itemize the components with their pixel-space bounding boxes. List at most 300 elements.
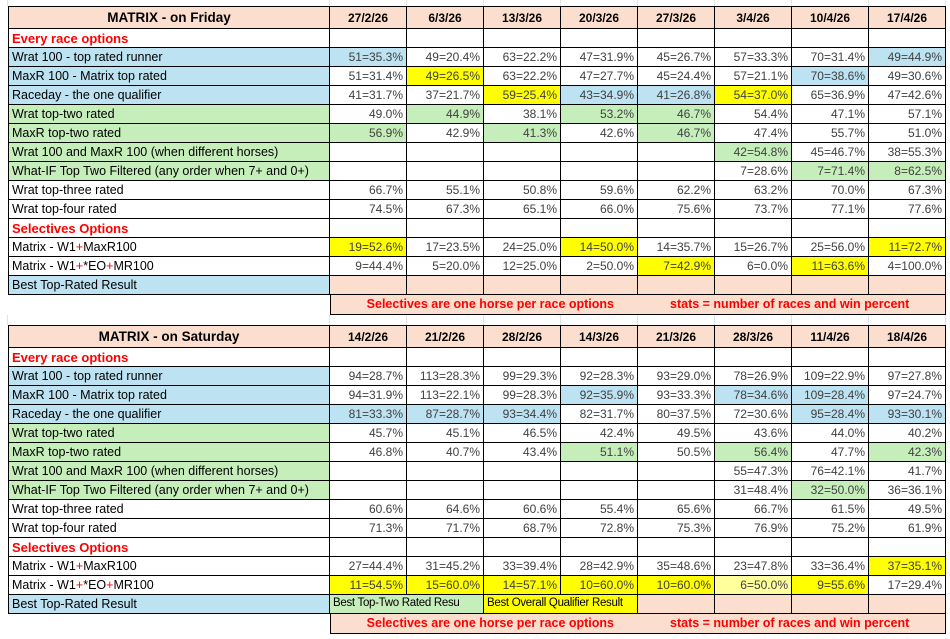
row-label-cell[interactable]: Wrat 100 - top rated runner	[8, 48, 330, 67]
data-cell[interactable]: 72=30.6%	[715, 405, 792, 424]
data-cell[interactable]: 87=28.7%	[407, 405, 484, 424]
data-cell[interactable]: 47.1%	[792, 105, 869, 124]
data-cell[interactable]: 44.0%	[792, 424, 869, 443]
label-part: MR100	[113, 258, 154, 273]
data-cell[interactable]: 43.6%	[715, 424, 792, 443]
data-cell[interactable]: 71.7%	[407, 519, 484, 538]
data-cell[interactable]: 50.5%	[638, 443, 715, 462]
date-cell[interactable]: 17/4/26	[869, 6, 946, 29]
data-cell[interactable]: 113=28.3%	[407, 367, 484, 386]
data-cell[interactable]: 60.6%	[330, 500, 407, 519]
data-cell[interactable]: 75.6%	[638, 200, 715, 219]
data-cell[interactable]: 36=36.1%	[869, 481, 946, 500]
data-cell[interactable]	[561, 462, 638, 481]
data-cell[interactable]: 37=21.7%	[407, 86, 484, 105]
data-cell[interactable]: 38.1%	[484, 105, 561, 124]
data-cell[interactable]: 9=44.4%	[330, 257, 407, 276]
row-label-cell[interactable]: What-IF Top Two Filtered (any order when 7+ and 0+)	[8, 162, 330, 181]
row-label-cell[interactable]: MaxR top-two rated	[8, 443, 330, 462]
data-cell[interactable]: 93=29.0%	[638, 367, 715, 386]
data-cell[interactable]	[638, 538, 715, 557]
data-cell[interactable]: 42.3%	[869, 443, 946, 462]
data-cell[interactable]	[407, 538, 484, 557]
date-cell[interactable]: 28/2/26	[484, 325, 561, 348]
data-cell[interactable]	[407, 462, 484, 481]
data-cell[interactable]: 46.7%	[638, 124, 715, 143]
data-cell[interactable]	[792, 29, 869, 48]
label-part: +	[75, 577, 84, 592]
data-cell[interactable]: 78=26.9%	[715, 367, 792, 386]
data-cell[interactable]: 4=100.0%	[869, 257, 946, 276]
table-row	[8, 238, 946, 257]
row-label-cell[interactable]	[8, 238, 330, 257]
table-row	[8, 257, 946, 276]
data-cell[interactable]	[869, 219, 946, 238]
data-cell[interactable]	[484, 29, 561, 48]
data-cell[interactable]	[561, 276, 638, 295]
data-cell[interactable]: Best Top-Two Rated Resu	[330, 595, 484, 614]
data-cell[interactable]: 77.6%	[869, 200, 946, 219]
row-label-cell[interactable]: MaxR top-two rated	[8, 124, 330, 143]
data-cell[interactable]	[407, 348, 484, 367]
data-cell[interactable]: 49.5%	[638, 424, 715, 443]
data-cell[interactable]: 12=25.0%	[484, 257, 561, 276]
data-cell[interactable]	[715, 219, 792, 238]
data-cell[interactable]: 113=22.1%	[407, 386, 484, 405]
data-cell[interactable]	[407, 219, 484, 238]
data-cell[interactable]: 31=48.4%	[715, 481, 792, 500]
data-cell[interactable]	[561, 219, 638, 238]
data-cell[interactable]: 19=52.6%	[330, 238, 407, 257]
data-cell[interactable]: 7=71.4%	[792, 162, 869, 181]
table-row	[8, 143, 946, 162]
data-cell[interactable]: 78=34.6%	[715, 386, 792, 405]
data-cell[interactable]	[561, 143, 638, 162]
data-cell[interactable]: 8=62.5%	[869, 162, 946, 181]
data-cell[interactable]: 51=35.3%	[330, 48, 407, 67]
data-cell[interactable]: 61.9%	[869, 519, 946, 538]
data-cell[interactable]: 65.6%	[638, 500, 715, 519]
data-cell[interactable]	[792, 276, 869, 295]
data-cell[interactable]: 95=28.4%	[792, 405, 869, 424]
data-cell[interactable]	[330, 143, 407, 162]
data-cell[interactable]: 45=24.4%	[638, 67, 715, 86]
data-cell[interactable]: 49.0%	[330, 105, 407, 124]
data-cell[interactable]: 42=54.8%	[715, 143, 792, 162]
data-cell[interactable]	[330, 462, 407, 481]
row-label-cell[interactable]	[8, 557, 330, 576]
data-cell[interactable]: 66.0%	[561, 200, 638, 219]
data-cell[interactable]	[484, 276, 561, 295]
data-cell[interactable]: 75.3%	[638, 519, 715, 538]
data-cell[interactable]: 45=26.7%	[638, 48, 715, 67]
data-cell[interactable]: 56.4%	[715, 443, 792, 462]
data-cell[interactable]	[330, 276, 407, 295]
row-label-cell[interactable]: Selectives Options	[8, 219, 330, 238]
data-cell[interactable]	[792, 348, 869, 367]
data-cell[interactable]: 57=33.3%	[715, 48, 792, 67]
data-cell[interactable]	[407, 29, 484, 48]
data-cell[interactable]: 45=46.7%	[792, 143, 869, 162]
data-cell[interactable]	[869, 276, 946, 295]
data-cell[interactable]: 7=28.6%	[715, 162, 792, 181]
data-cell[interactable]: 46.8%	[330, 443, 407, 462]
data-cell[interactable]: 50.8%	[484, 181, 561, 200]
data-cell[interactable]: 43=34.9%	[561, 86, 638, 105]
data-cell[interactable]: 40.2%	[869, 424, 946, 443]
label-part: *EO	[83, 258, 107, 273]
data-cell[interactable]: 14=57.1%	[484, 576, 561, 595]
data-cell[interactable]: 33=39.4%	[484, 557, 561, 576]
data-cell[interactable]: 65.1%	[484, 200, 561, 219]
data-cell[interactable]: 11=63.6%	[792, 257, 869, 276]
data-cell[interactable]: 70=38.6%	[792, 67, 869, 86]
data-cell[interactable]: 70.0%	[792, 181, 869, 200]
row-label-cell[interactable]: Wrat 100 - top rated runner	[8, 367, 330, 386]
data-cell[interactable]: 54.4%	[715, 105, 792, 124]
data-cell[interactable]: 6=0.0%	[715, 257, 792, 276]
data-cell[interactable]: 47=31.9%	[561, 48, 638, 67]
data-cell[interactable]: 31=45.2%	[407, 557, 484, 576]
gridline-stub	[869, 315, 946, 325]
row-label-cell[interactable]: Best Top-Rated Result	[8, 276, 330, 295]
data-cell[interactable]: 65=36.9%	[792, 86, 869, 105]
data-cell[interactable]: 61.5%	[792, 500, 869, 519]
data-cell[interactable]: 14=50.0%	[561, 238, 638, 257]
data-cell[interactable]: 9=55.6%	[792, 576, 869, 595]
data-cell[interactable]: 2=50.0%	[561, 257, 638, 276]
data-cell[interactable]	[869, 348, 946, 367]
data-cell[interactable]	[869, 29, 946, 48]
row-label-cell[interactable]: MaxR 100 - Matrix top rated	[8, 67, 330, 86]
data-cell[interactable]	[792, 538, 869, 557]
data-cell[interactable]: 28=42.9%	[561, 557, 638, 576]
data-cell[interactable]: 37=35.1%	[869, 557, 946, 576]
data-cell[interactable]: 59=25.4%	[484, 86, 561, 105]
data-cell[interactable]: 73.7%	[715, 200, 792, 219]
row-label-cell[interactable]: Raceday - the one qualifier	[8, 86, 330, 105]
data-cell[interactable]	[869, 595, 946, 614]
data-cell[interactable]: 92=28.3%	[561, 367, 638, 386]
row-label-cell[interactable]: Every race options	[8, 29, 330, 48]
data-cell[interactable]	[715, 595, 792, 614]
data-cell[interactable]: 66.7%	[330, 181, 407, 200]
data-cell[interactable]: 68.7%	[484, 519, 561, 538]
data-cell[interactable]: 23=47.8%	[715, 557, 792, 576]
data-cell[interactable]	[869, 538, 946, 557]
data-cell[interactable]: 57.1%	[869, 105, 946, 124]
data-cell[interactable]	[330, 538, 407, 557]
data-cell[interactable]: 77.1%	[792, 200, 869, 219]
table-row	[8, 48, 946, 67]
data-cell[interactable]: 47=42.6%	[869, 86, 946, 105]
gridline-stub	[407, 315, 484, 325]
date-cell[interactable]: 28/3/26	[715, 325, 792, 348]
data-cell[interactable]: 11=72.7%	[869, 238, 946, 257]
data-cell[interactable]	[561, 348, 638, 367]
data-cell[interactable]: 63=22.2%	[484, 67, 561, 86]
data-cell[interactable]: 93=30.1%	[869, 405, 946, 424]
date-cell[interactable]: 18/4/26	[869, 325, 946, 348]
gridline-stub	[0, 315, 8, 325]
row-label-cell[interactable]: Every race options	[8, 348, 330, 367]
data-cell[interactable]: 63.2%	[715, 181, 792, 200]
data-cell[interactable]	[561, 162, 638, 181]
data-cell[interactable]: 41.3%	[484, 124, 561, 143]
note-bar[interactable]	[330, 614, 946, 634]
data-cell[interactable]: 74.5%	[330, 200, 407, 219]
data-cell[interactable]: 93=33.3%	[638, 386, 715, 405]
row-label-cell[interactable]	[8, 257, 330, 276]
row-label-cell[interactable]: Wrat top-two rated	[8, 424, 330, 443]
table-gap-gridlines	[0, 315, 950, 325]
note-bar[interactable]	[330, 295, 946, 315]
data-cell[interactable]	[484, 538, 561, 557]
data-cell[interactable]: 33=36.4%	[792, 557, 869, 576]
data-cell[interactable]	[638, 276, 715, 295]
data-cell[interactable]: 47=27.7%	[561, 67, 638, 86]
data-cell[interactable]: 99=28.3%	[484, 386, 561, 405]
data-cell[interactable]	[638, 219, 715, 238]
data-cell[interactable]: 62.2%	[638, 181, 715, 200]
row-label-cell[interactable]: Wrat top-four rated	[8, 200, 330, 219]
data-cell[interactable]: 10=60.0%	[561, 576, 638, 595]
data-cell[interactable]	[715, 29, 792, 48]
data-cell[interactable]: 42.6%	[561, 124, 638, 143]
data-cell[interactable]: 72.8%	[561, 519, 638, 538]
row-label-cell[interactable]: What-IF Top Two Filtered (any order when 7+ and 0+)	[8, 481, 330, 500]
data-cell[interactable]	[484, 348, 561, 367]
data-cell[interactable]: 55.1%	[407, 181, 484, 200]
date-cell[interactable]: 21/2/26	[407, 325, 484, 348]
data-cell[interactable]: 35=48.6%	[638, 557, 715, 576]
row-label-cell[interactable]: Wrat 100 and MaxR 100 (when different horses)	[8, 143, 330, 162]
row-label-cell[interactable]	[8, 576, 330, 595]
data-cell[interactable]: 80=37.5%	[638, 405, 715, 424]
data-cell[interactable]	[638, 462, 715, 481]
data-cell[interactable]: 51=31.4%	[330, 67, 407, 86]
data-cell[interactable]: 60.6%	[484, 500, 561, 519]
data-cell[interactable]	[561, 538, 638, 557]
data-cell[interactable]	[330, 481, 407, 500]
data-cell[interactable]	[638, 481, 715, 500]
data-cell[interactable]: 76=42.1%	[792, 462, 869, 481]
data-cell[interactable]: 47.4%	[715, 124, 792, 143]
row-label-cell[interactable]: Raceday - the one qualifier	[8, 405, 330, 424]
gridline-stub	[638, 315, 715, 325]
data-cell[interactable]	[792, 595, 869, 614]
data-cell[interactable]: 67.3%	[869, 181, 946, 200]
data-cell[interactable]	[407, 481, 484, 500]
data-cell[interactable]: 14=35.7%	[638, 238, 715, 257]
data-cell[interactable]	[484, 481, 561, 500]
data-cell[interactable]: 59.6%	[561, 181, 638, 200]
data-cell[interactable]: 46.5%	[484, 424, 561, 443]
data-cell[interactable]: 11=54.5%	[330, 576, 407, 595]
data-cell[interactable]: 7=42.9%	[638, 257, 715, 276]
data-cell[interactable]: 49=26.5%	[407, 67, 484, 86]
row-label-cell[interactable]: Best Top-Rated Result	[8, 595, 330, 614]
data-cell[interactable]	[638, 29, 715, 48]
date-cell[interactable]: 13/3/26	[484, 6, 561, 29]
data-cell[interactable]: 55=47.3%	[715, 462, 792, 481]
data-cell[interactable]: 70=31.4%	[792, 48, 869, 67]
data-cell[interactable]: 41.7%	[869, 462, 946, 481]
data-cell[interactable]: 27=44.4%	[330, 557, 407, 576]
row-label-cell[interactable]: Wrat 100 and MaxR 100 (when different horses)	[8, 462, 330, 481]
data-cell[interactable]: 38=55.3%	[869, 143, 946, 162]
data-cell[interactable]: 41=26.8%	[638, 86, 715, 105]
date-cell[interactable]: 27/2/26	[330, 6, 407, 29]
data-cell[interactable]: 45.1%	[407, 424, 484, 443]
data-cell[interactable]	[715, 276, 792, 295]
label-part: Matrix - W1	[12, 577, 76, 592]
table-row	[8, 124, 946, 143]
row-label-cell[interactable]: Wrat top-three rated	[8, 181, 330, 200]
date-cell[interactable]: 20/3/26	[561, 6, 638, 29]
note-row	[8, 614, 946, 634]
data-cell[interactable]	[715, 348, 792, 367]
data-cell[interactable]	[407, 162, 484, 181]
table-title[interactable]: MATRIX - on Friday	[8, 6, 330, 29]
data-cell[interactable]: 97=27.8%	[869, 367, 946, 386]
row-label-cell[interactable]: Wrat top-three rated	[8, 500, 330, 519]
data-cell[interactable]	[330, 162, 407, 181]
matrix-saturday-table	[8, 325, 946, 634]
data-cell[interactable]	[561, 481, 638, 500]
data-cell[interactable]	[330, 29, 407, 48]
data-cell[interactable]	[638, 143, 715, 162]
date-cell[interactable]: 3/4/26	[715, 6, 792, 29]
data-cell[interactable]: 15=60.0%	[407, 576, 484, 595]
label-part: +	[75, 258, 84, 273]
data-cell[interactable]: 66.7%	[715, 500, 792, 519]
label-part: Matrix - W1	[12, 558, 76, 573]
row-label-cell[interactable]: Wrat top-four rated	[8, 519, 330, 538]
data-cell[interactable]	[484, 219, 561, 238]
date-cell[interactable]: 10/4/26	[792, 6, 869, 29]
data-cell[interactable]: 94=31.9%	[330, 386, 407, 405]
data-cell[interactable]: 54=37.0%	[715, 86, 792, 105]
label-part: MaxR100	[83, 558, 137, 573]
data-cell[interactable]: 6=50.0%	[715, 576, 792, 595]
data-cell[interactable]	[638, 595, 715, 614]
data-cell[interactable]	[638, 162, 715, 181]
data-cell[interactable]: 17=23.5%	[407, 238, 484, 257]
table-body	[8, 29, 946, 295]
gridline-stub	[330, 315, 407, 325]
data-cell[interactable]: 49.5%	[869, 500, 946, 519]
data-cell[interactable]: 40.7%	[407, 443, 484, 462]
data-cell[interactable]	[484, 162, 561, 181]
data-cell[interactable]: 17=29.4%	[869, 576, 946, 595]
row-label-cell[interactable]: MaxR 100 - Matrix top rated	[8, 386, 330, 405]
data-cell[interactable]: 49=20.4%	[407, 48, 484, 67]
data-cell[interactable]: 64.6%	[407, 500, 484, 519]
row-label-cell[interactable]: Selectives Options	[8, 538, 330, 557]
note-left-text: Selectives are one horse per race options	[366, 616, 614, 631]
data-cell[interactable]: 76.9%	[715, 519, 792, 538]
data-cell[interactable]: 71.3%	[330, 519, 407, 538]
row-label-cell[interactable]: Wrat top-two rated	[8, 105, 330, 124]
data-cell[interactable]	[561, 29, 638, 48]
data-cell[interactable]: 44.9%	[407, 105, 484, 124]
data-cell[interactable]: 97=24.7%	[869, 386, 946, 405]
table-body	[8, 348, 946, 614]
data-cell[interactable]: 24=25.0%	[484, 238, 561, 257]
data-cell[interactable]: 75.2%	[792, 519, 869, 538]
date-cell[interactable]: 21/3/26	[638, 325, 715, 348]
data-cell[interactable]: 55.4%	[561, 500, 638, 519]
data-cell[interactable]: 63=22.2%	[484, 48, 561, 67]
date-cell[interactable]: 14/2/26	[330, 325, 407, 348]
data-cell[interactable]: 47.7%	[792, 443, 869, 462]
data-cell[interactable]: 82=31.7%	[561, 405, 638, 424]
data-cell[interactable]: 94=28.7%	[330, 367, 407, 386]
data-cell[interactable]	[638, 348, 715, 367]
data-cell[interactable]: 25=56.0%	[792, 238, 869, 257]
data-cell[interactable]	[484, 143, 561, 162]
data-cell[interactable]: 45.7%	[330, 424, 407, 443]
data-cell[interactable]: 46.7%	[638, 105, 715, 124]
data-cell[interactable]: 41=31.7%	[330, 86, 407, 105]
data-cell[interactable]: 51.1%	[561, 443, 638, 462]
table-row	[8, 105, 946, 124]
table-row	[8, 500, 946, 519]
data-cell[interactable]: 92=35.9%	[561, 386, 638, 405]
gridline-stub	[8, 315, 330, 325]
data-cell[interactable]: 109=28.4%	[792, 386, 869, 405]
data-cell[interactable]: 49=30.6%	[869, 67, 946, 86]
data-cell[interactable]: 42.9%	[407, 124, 484, 143]
note-right-text: stats = number of races and win percent	[670, 616, 910, 631]
data-cell[interactable]	[407, 276, 484, 295]
data-cell[interactable]: 51.0%	[869, 124, 946, 143]
data-cell[interactable]	[330, 219, 407, 238]
data-cell[interactable]: 93=34.4%	[484, 405, 561, 424]
date-cell[interactable]: 14/3/26	[561, 325, 638, 348]
data-cell[interactable]: 81=33.3%	[330, 405, 407, 424]
data-cell[interactable]: 15=26.7%	[715, 238, 792, 257]
table-row	[8, 519, 946, 538]
data-cell[interactable]: 56.9%	[330, 124, 407, 143]
data-cell[interactable]	[792, 219, 869, 238]
date-cell[interactable]: 27/3/26	[638, 6, 715, 29]
data-cell[interactable]: 99=29.3%	[484, 367, 561, 386]
data-cell[interactable]: 53.2%	[561, 105, 638, 124]
date-cell[interactable]: 6/3/26	[407, 6, 484, 29]
date-cell[interactable]: 11/4/26	[792, 325, 869, 348]
table-row	[8, 557, 946, 576]
data-cell[interactable]	[715, 538, 792, 557]
data-cell[interactable]	[330, 348, 407, 367]
data-cell[interactable]	[484, 462, 561, 481]
table-title[interactable]: MATRIX - on Saturday	[8, 325, 330, 348]
data-cell[interactable]: 43.4%	[484, 443, 561, 462]
data-cell[interactable]: 42.4%	[561, 424, 638, 443]
data-cell[interactable]: Best Overall Qualifier Result	[484, 595, 638, 614]
data-cell[interactable]: 10=60.0%	[638, 576, 715, 595]
data-cell[interactable]: 5=20.0%	[407, 257, 484, 276]
data-cell[interactable]: 57=21.1%	[715, 67, 792, 86]
data-cell[interactable]: 49=44.9%	[869, 48, 946, 67]
data-cell[interactable]: 109=22.9%	[792, 367, 869, 386]
table-row	[8, 424, 946, 443]
data-cell[interactable]: 67.3%	[407, 200, 484, 219]
data-cell[interactable]	[407, 143, 484, 162]
data-cell[interactable]: 55.7%	[792, 124, 869, 143]
data-cell[interactable]: 32=50.0%	[792, 481, 869, 500]
